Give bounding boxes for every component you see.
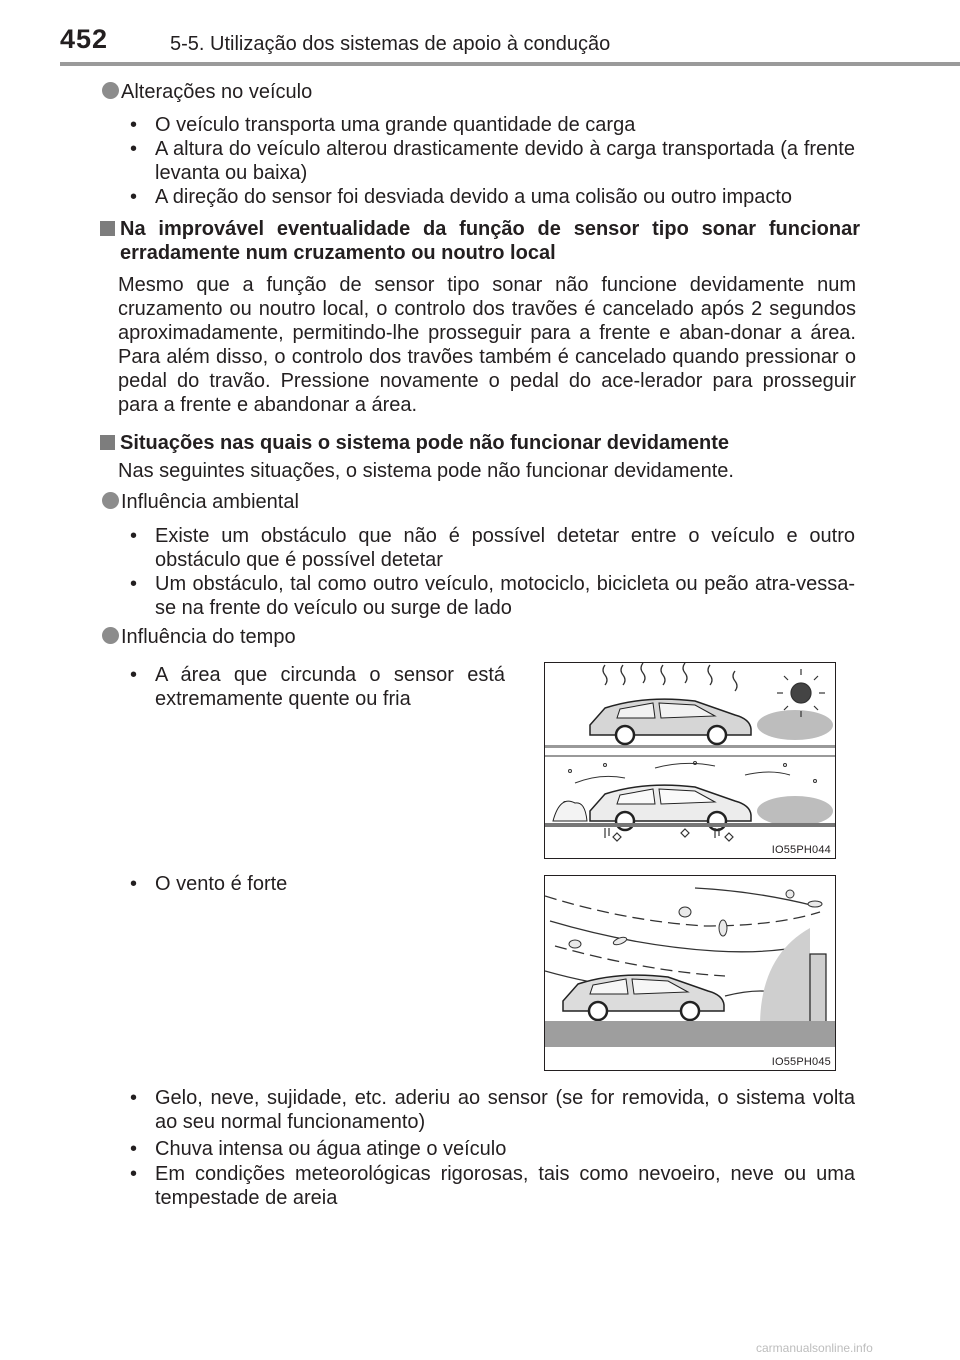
figure-code: IO55PH044 — [771, 844, 831, 856]
list-item-text: O veículo transporta uma grande quantidade de carga — [155, 114, 636, 136]
running-header: 5-5. Utilização dos sistemas de apoio à condução — [170, 33, 611, 55]
bullet-dot-icon: • — [130, 873, 138, 895]
bullet-dot-icon: • — [130, 138, 138, 160]
malfunction-body: Mesmo que a função de sensor tipo sonar não funcione devidamente num cruzamento ou noutro local, o controlo dos travões é cancelado após 2 segundos aproximadamente, permitindo-lhe prosseguir para a frente e aban-donar a área. Para além disso, o controlo dos travões também é cancelado quando pressionar o pedal do travão. Pressione novamente o pedal do ace-lerador para prosseguir para a frente e abandonar a área. — [118, 274, 856, 416]
header-rule — [60, 62, 960, 66]
figure-temperature — [544, 662, 836, 859]
strong-wind-illustration — [545, 876, 835, 1070]
list-item-text: A altura do veículo alterou drasticamente devido à carga transportada (a frente levanta ou baixa) — [155, 138, 855, 184]
square-bullet-icon — [100, 435, 115, 450]
bullet-dot-icon: • — [130, 186, 138, 208]
list-item-text: Gelo, neve, sujidade, etc. aderiu ao sensor (se for removida, o sistema volta ao seu normal funcionamento) — [155, 1087, 855, 1133]
heat-wave-icon — [603, 663, 737, 691]
list-item-text: Existe um obstáculo que não é possível detetar entre o veículo e outro obstáculo que é possível detetar — [155, 525, 855, 571]
list-item-text: A área que circunda o sensor está extremamente quente ou fria — [155, 664, 505, 710]
situations-heading: Situações nas quais o sistema pode não funcionar devidamente — [120, 432, 730, 454]
round-bullet-icon — [102, 492, 119, 509]
bullet-dot-icon: • — [130, 525, 138, 547]
bullet-dot-icon: • — [130, 573, 138, 595]
car-icon — [590, 699, 751, 744]
weather-heading: Influência do tempo — [121, 626, 296, 648]
page-number: 452 — [60, 24, 109, 54]
figure-wind — [544, 875, 836, 1071]
vehicle-changes-heading: Alterações no veículo — [121, 81, 313, 103]
environment-heading: Influência ambiental — [121, 491, 299, 513]
list-item-text: O vento é forte — [155, 873, 288, 895]
bullet-dot-icon: • — [130, 664, 138, 686]
bullet-dot-icon: • — [130, 1163, 138, 1185]
square-bullet-icon — [100, 221, 115, 236]
malfunction-heading: Na improvável eventualidade da função de sensor tipo sonar funcionar erradamente num cruzamento ou noutro local — [120, 218, 860, 264]
watermark: carmanualsonline.info — [756, 1341, 873, 1355]
figure-code: IO55PH045 — [771, 1056, 831, 1068]
list-item-text: Um obstáculo, tal como outro veículo, motociclo, bicicleta ou peão atra-vessa-se na frente do veículo ou surge de lado — [155, 573, 855, 619]
hot-cold-illustration — [545, 663, 835, 858]
bullet-dot-icon: • — [130, 1138, 138, 1160]
list-item-text: Em condições meteorológicas rigorosas, tais como nevoeiro, neve ou uma tempestade de areia — [155, 1163, 855, 1209]
bullet-dot-icon: • — [130, 1087, 138, 1109]
sun-icon — [777, 669, 825, 717]
list-item-text: Chuva intensa ou água atinge o veículo — [155, 1138, 507, 1160]
round-bullet-icon — [102, 82, 119, 99]
situations-body: Nas seguintes situações, o sistema pode não funcionar devidamente. — [118, 460, 734, 482]
round-bullet-icon — [102, 627, 119, 644]
bullet-dot-icon: • — [130, 114, 138, 136]
list-item-text: A direção do sensor foi desviada devido a uma colisão ou outro impacto — [155, 186, 793, 208]
car-icon — [563, 975, 724, 1020]
